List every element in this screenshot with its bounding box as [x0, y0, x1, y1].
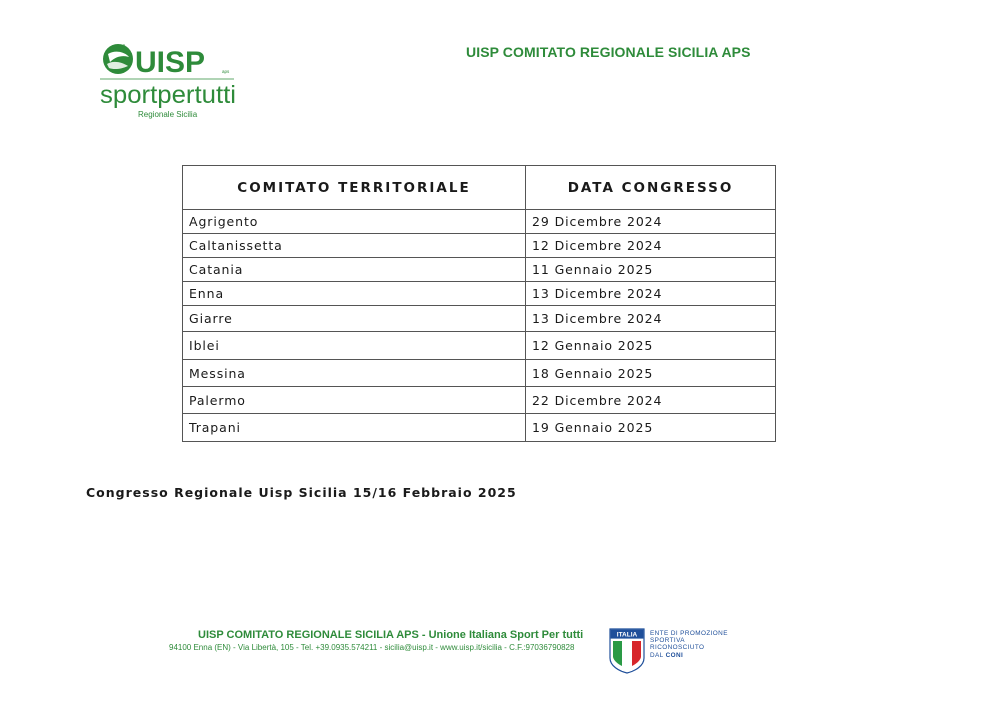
- logo-brand: UISP: [135, 46, 206, 79]
- header-title: UISP COMITATO REGIONALE SICILIA APS: [466, 44, 751, 60]
- comitato-cell: Agrigento: [183, 210, 526, 234]
- table-row: [183, 282, 776, 306]
- comitato-cell: Caltanissetta: [183, 234, 526, 258]
- comitato-cell: Catania: [183, 258, 526, 282]
- svg-text:aps: aps: [222, 69, 230, 74]
- svg-text:ITALIA: ITALIA: [616, 631, 638, 639]
- table-row: [183, 258, 776, 282]
- uisp-logo: [98, 40, 240, 124]
- comitato-cell: Enna: [183, 282, 526, 306]
- data-cell: 19 Gennaio 2025: [526, 414, 776, 442]
- table-row: [183, 360, 776, 387]
- comitato-cell: Palermo: [183, 387, 526, 414]
- logo-region: Regionale Sicilia: [138, 110, 198, 119]
- svg-text:UISP: UISP: [116, 43, 126, 48]
- footer-title: UISP COMITATO REGIONALE SICILIA APS - Unione Italiana Sport Per tutti: [198, 629, 584, 641]
- data-cell: 22 Dicembre 2024: [526, 387, 776, 414]
- table-header-row: [183, 166, 776, 210]
- data-cell: 11 Gennaio 2025: [526, 258, 776, 282]
- table-row: [183, 210, 776, 234]
- data-cell: 13 Dicembre 2024: [526, 306, 776, 332]
- italia-shield-icon: [609, 628, 645, 674]
- data-cell: 12 Dicembre 2024: [526, 234, 776, 258]
- column-header-data: DATA CONGRESSO: [526, 166, 776, 210]
- logo-ball-icon: [103, 44, 133, 74]
- table-row: [183, 234, 776, 258]
- logo-tagline: sportpertutti: [100, 81, 236, 109]
- regional-congress-note: Congresso Regionale Uisp Sicilia 15/16 Febbraio 2025: [86, 485, 517, 500]
- table-row: [183, 332, 776, 360]
- coni-recognition: ENTE DI PROMOZIONE SPORTIVA RICONOSCIUTO DAL CONI: [650, 630, 728, 659]
- comitato-cell: Messina: [183, 360, 526, 387]
- comitato-cell: Trapani: [183, 414, 526, 442]
- table-row: [183, 306, 776, 332]
- data-cell: 18 Gennaio 2025: [526, 360, 776, 387]
- data-cell: 12 Gennaio 2025: [526, 332, 776, 360]
- data-cell: 13 Dicembre 2024: [526, 282, 776, 306]
- comitato-cell: Iblei: [183, 332, 526, 360]
- column-header-comitato: COMITATO TERRITORIALE: [183, 166, 526, 210]
- comitato-cell: Giarre: [183, 306, 526, 332]
- table-row: [183, 414, 776, 442]
- table-row: [183, 387, 776, 414]
- data-cell: 29 Dicembre 2024: [526, 210, 776, 234]
- footer-address: 94100 Enna (EN) - Via Libertà, 105 - Tel. +39.0935.574211 - sicilia@uisp.it - www.uisp.it/sicilia - C.F.:97036790828: [169, 643, 575, 652]
- congress-table: [182, 165, 776, 442]
